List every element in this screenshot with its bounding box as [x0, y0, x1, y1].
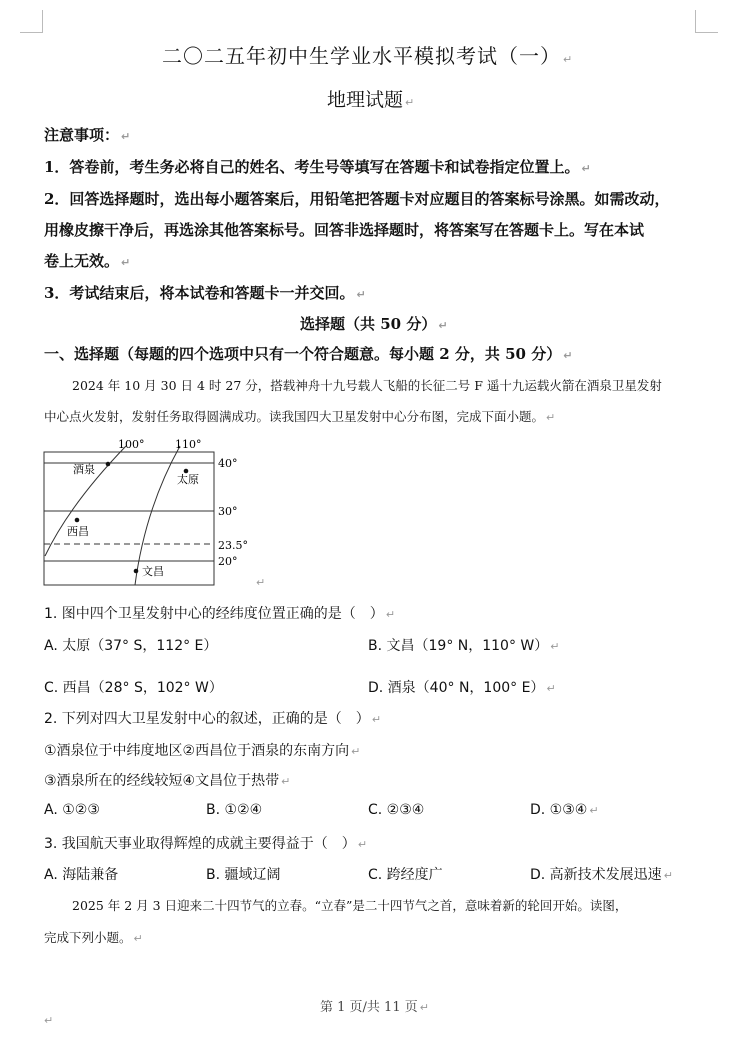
lat-label-23-5: 23.5° [218, 539, 248, 552]
notice-item-1: 1．答卷前，考生务必将自己的姓名、考生号等填写在答题卡和试卷指定位置上。 ↵ [44, 158, 591, 176]
paragraph-mark-icon: ↵ [589, 804, 599, 817]
lon-label-100: 100° [118, 438, 145, 451]
passage1-line2: 中心点火发射，发射任务取得圆满成功。读我国四大卫星发射中心分布图，完成下面小题。 ↵ [44, 409, 556, 424]
q2-option-c: C. ②③④ [368, 802, 425, 818]
q2-option-b: B. ①②④ [206, 802, 263, 818]
paragraph-mark-icon: ↵ [563, 53, 574, 66]
q1-option-a: A. 太原（37° S，112° E） [44, 638, 218, 654]
map-frame [44, 452, 214, 585]
notice-item-2-line3: 卷上无效。 ↵ [44, 252, 131, 270]
paragraph-mark-icon: ↵ [357, 838, 368, 851]
section-title: 选择题（共 50 分） ↵ [300, 315, 448, 333]
paragraph-mark-icon: ↵ [419, 1001, 429, 1014]
part1-heading: 一、选择题（每题的四个选项中只有一个符合题意。每小题 2 分，共 50 分） ↵ [44, 345, 573, 363]
notice-heading: 注意事项： ↵ [44, 126, 131, 144]
launch-center-map [40, 434, 270, 592]
notice-item-2-line1: 2．回答选择题时，选出每小题答案后，用铅笔把答题卡对应题目的答案标号涂黑。如需改动， [44, 190, 670, 208]
page-number: 第 1 页/共 11 页 ↵ [320, 1000, 429, 1015]
q2-statement-line2: ③酒泉所在的经线较短④文昌位于热带 ↵ [44, 773, 291, 789]
paragraph-mark-icon: ↵ [546, 682, 556, 695]
subject-title: 地理试题 ↵ [327, 89, 415, 111]
page-title: 二〇二五年初中生学业水平模拟考试（一） ↵ [162, 44, 574, 68]
paragraph-mark-icon: ↵ [563, 349, 573, 362]
q1-stem: 1. 图中四个卫星发射中心的经纬度位置正确的是（ ） ↵ [44, 606, 396, 622]
lat-label-40: 40° [218, 457, 238, 470]
notice-item-3: 3．考试结束后，将本试卷和答题卡一并交回。 ↵ [44, 284, 366, 302]
paragraph-mark-icon: ↵ [581, 162, 591, 175]
q1-option-b: B. 文昌（19° N，110° W） ↵ [368, 638, 560, 654]
passage1-line1: 2024 年 10 月 30 日 4 时 27 分，搭载神舟十九号载人飞船的长征二号 F 遥十九运载火箭在酒泉卫星发射 [72, 378, 662, 393]
paragraph-mark-icon: ↵ [133, 932, 143, 945]
crop-mark-top-right [695, 10, 718, 33]
passage2-line2: 完成下列小题。 ↵ [44, 930, 143, 945]
site-jiuquan-label: 酒泉 [73, 463, 95, 476]
q3-stem: 3. 我国航天事业取得辉煌的成就主要得益于（ ） ↵ [44, 836, 368, 852]
q3-option-d: D. 高新技术发展迅速 ↵ [530, 867, 673, 883]
paragraph-mark-icon: ↵ [121, 256, 131, 269]
site-wenchang-dot [134, 569, 139, 574]
site-jiuquan-dot [106, 462, 111, 467]
paragraph-mark-icon: ↵ [356, 288, 366, 301]
q1-option-c: C. 西昌（28° S，102° W） [44, 680, 223, 696]
q2-option-a: A. ①②③ [44, 802, 100, 818]
notice-item-2-line2: 用橡皮擦干净后，再选涂其他答案标号。回答非选择题时，将答案写在答题卡上。写在本试 [44, 221, 645, 239]
lon-label-110: 110° [175, 438, 202, 451]
site-xichang-dot [75, 518, 80, 523]
paragraph-mark-icon: ↵ [663, 869, 673, 882]
q3-option-c: C. 跨经度广 [368, 867, 443, 883]
q2-statement-line1: ①酒泉位于中纬度地区②西昌位于酒泉的东南方向 ↵ [44, 743, 361, 759]
site-wenchang-label: 文昌 [142, 565, 164, 578]
passage2-line1: 2025 年 2 月 3 日迎来二十四节气的立春。“立春”是二十四节气之首，意味着新的轮回开始。读图， [72, 898, 628, 913]
paragraph-mark-icon: ↵ [371, 713, 382, 726]
paragraph-mark-icon: ↵ [405, 96, 415, 109]
paragraph-mark-icon: ↵ [438, 319, 448, 332]
q3-option-a: A. 海陆兼备 [44, 867, 119, 883]
paragraph-mark-icon: ↵ [351, 745, 361, 758]
q3-option-b: B. 疆域辽阔 [206, 867, 281, 883]
site-taiyuan-label: 太原 [177, 473, 199, 486]
paragraph-mark-icon: ↵ [121, 130, 131, 143]
lat-label-30: 30° [218, 505, 238, 518]
site-xichang-label: 西昌 [67, 525, 89, 538]
paragraph-mark-icon: ↵ [385, 608, 396, 621]
q2-stem: 2. 下列对四大卫星发射中心的叙述，正确的是（ ） ↵ [44, 711, 382, 727]
lat-label-20: 20° [218, 555, 238, 568]
paragraph-mark-icon: ↵ [546, 411, 556, 424]
paragraph-mark-icon: ↵ [256, 576, 266, 589]
paragraph-mark-icon: ↵ [281, 775, 291, 788]
paragraph-mark-icon: ↵ [550, 640, 560, 653]
q1-option-d: D. 酒泉（40° N，100° E） ↵ [368, 680, 556, 696]
q2-option-d: D. ①③④ ↵ [530, 802, 599, 818]
crop-mark-top-left [20, 10, 43, 33]
paragraph-mark-icon: ↵ [44, 1014, 54, 1027]
